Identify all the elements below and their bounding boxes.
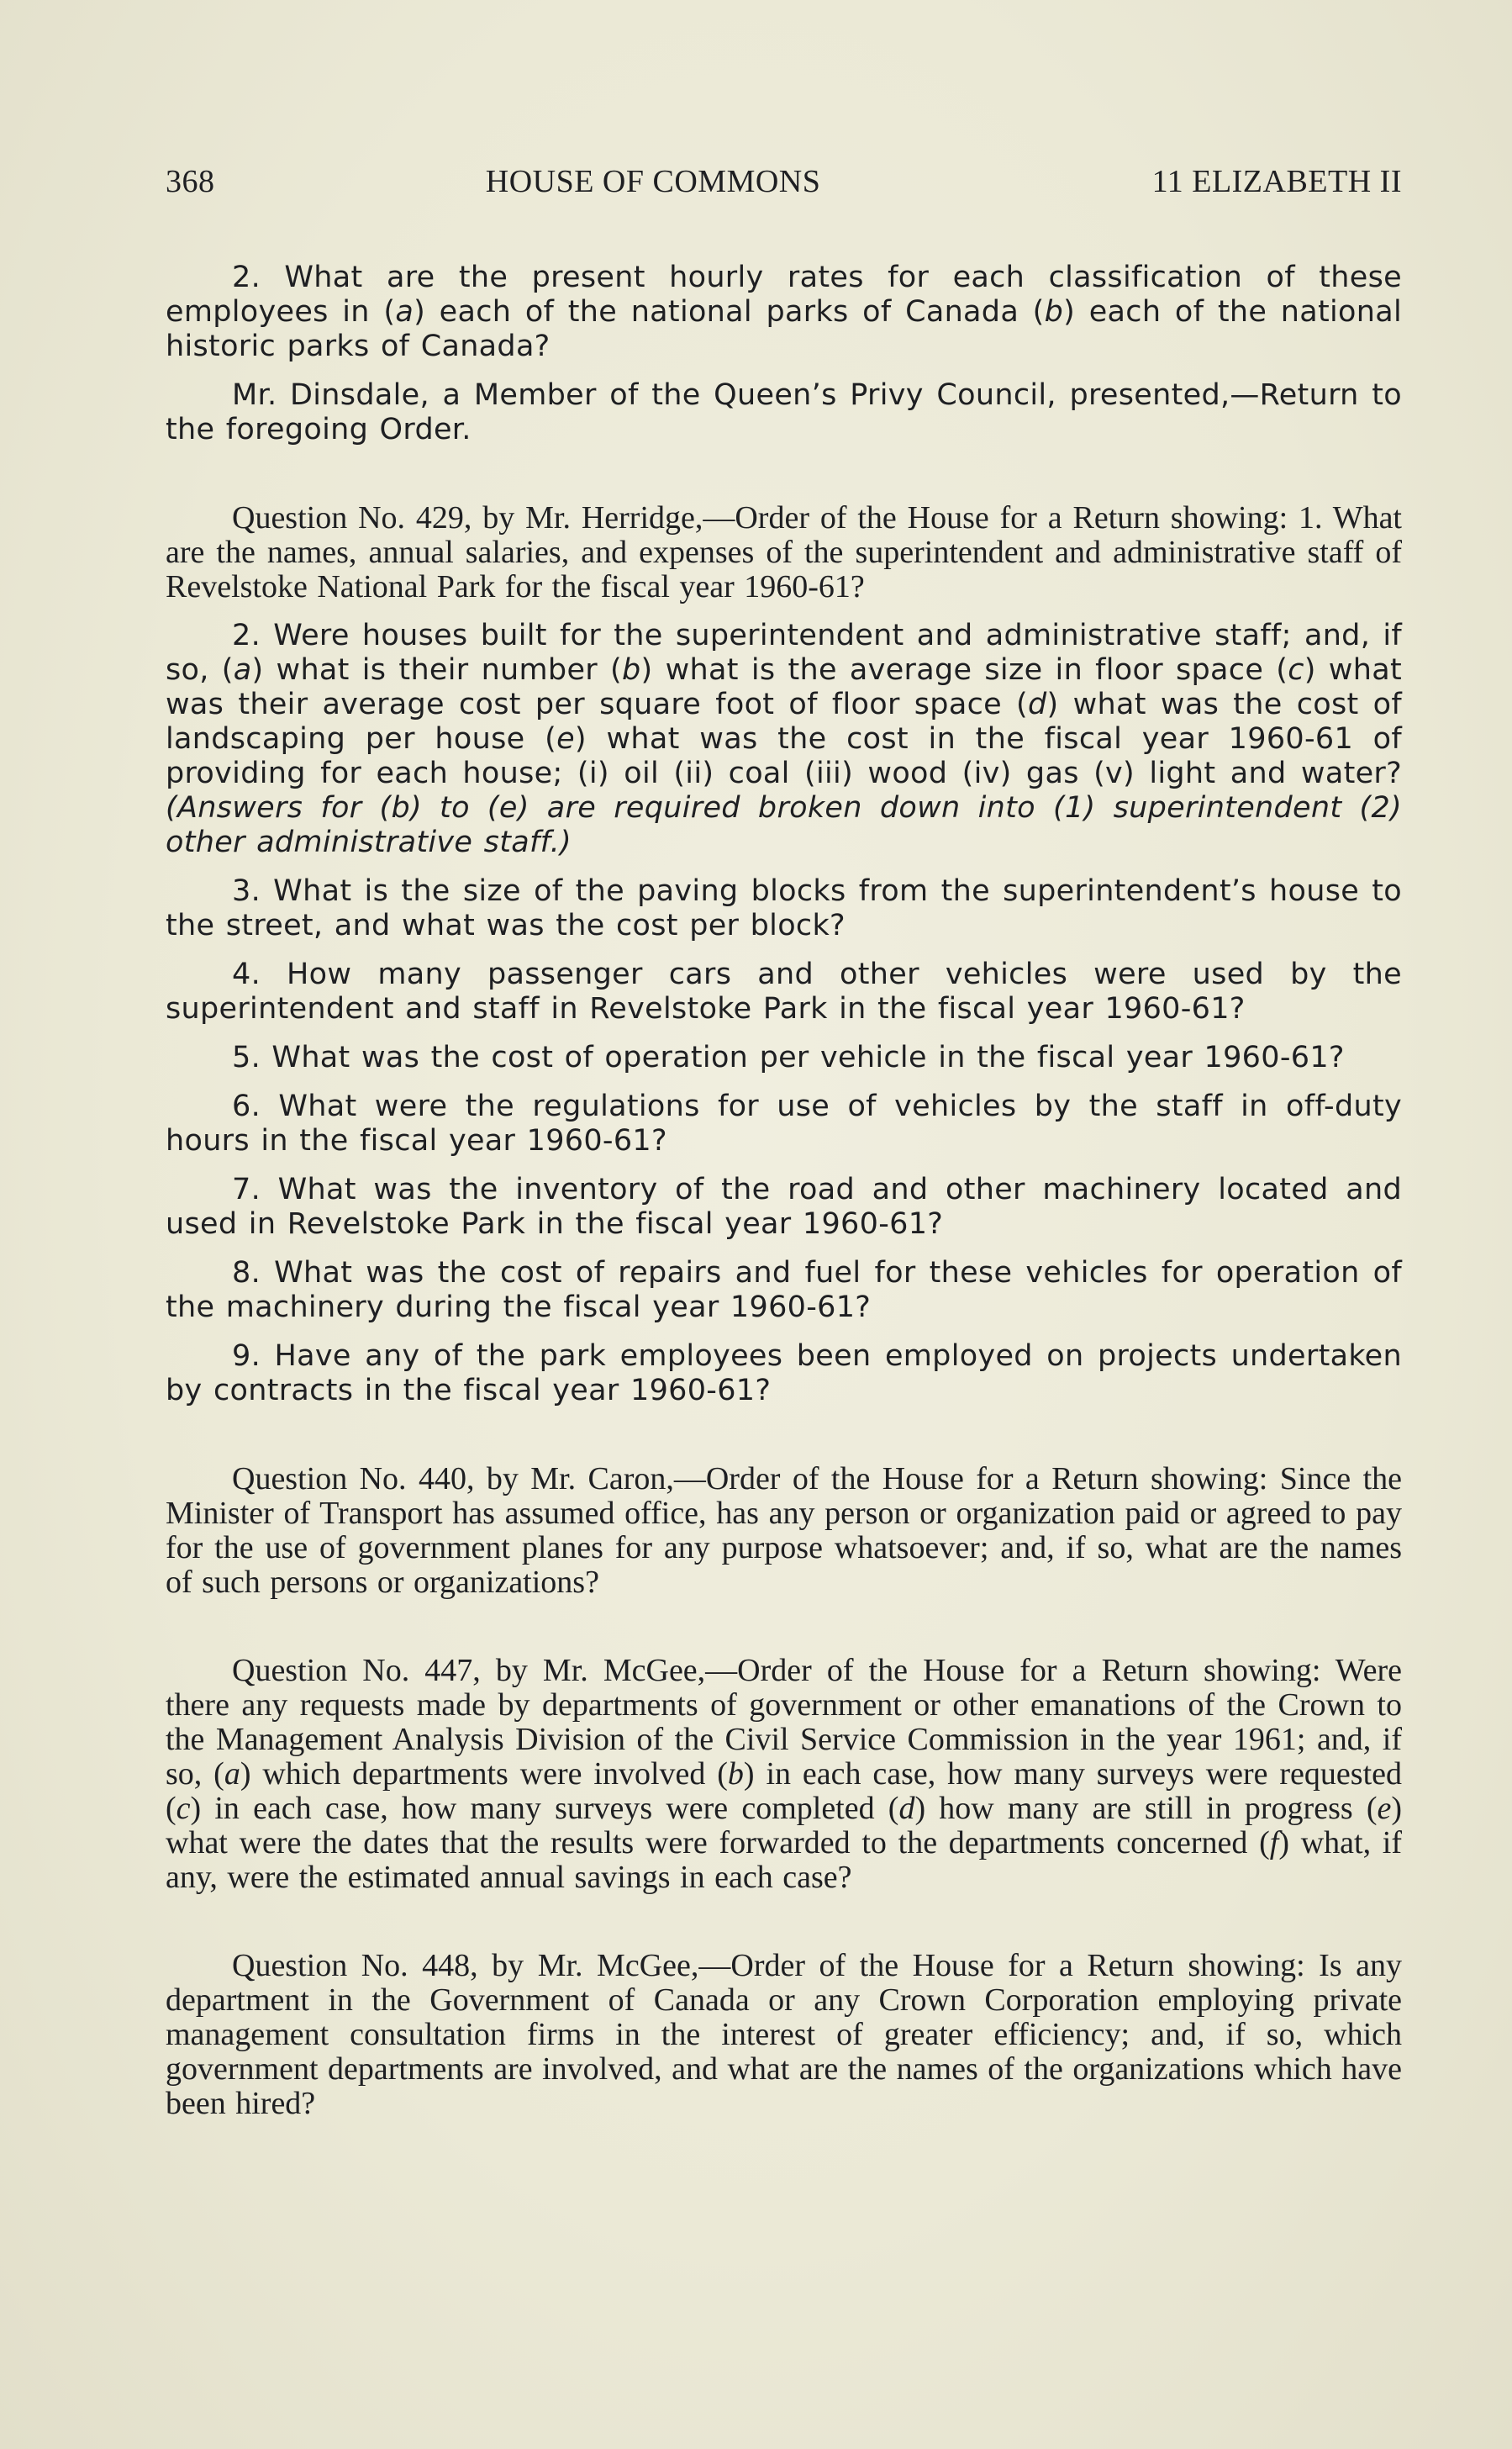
paragraph-rates-question: 2. What are the present hourly rates for each classification of these employees in (a) each of the national parks of Canada (b) each of the national historic parks of Canada?: [166, 261, 1403, 363]
question-429-part-8: 8. What was the cost of repairs and fuel for these vehicles for operation of the machinery during the fiscal year 1960-61?: [166, 1256, 1402, 1324]
question-447: Question No. 447, by Mr. McGee,—Order of the House for a Return showing: Were there any requests made by departments of government or other emanations of the Crown to the Management Analysis Division of the Civil Service Commission in the year 1961; and, if so, (a) which departments were involved (b) in each case, how many surveys were requested (c) in each case, how many surveys were completed (d) how many are still in progress (e) what were the dates that the results were forwarded to the departments concerned (f) what, if any, were the estimated annual savings in each case?: [166, 1653, 1403, 1895]
journal-page: [166, 165, 1402, 2121]
question-429-intro: Question No. 429, by Mr. Herridge,—Order of the House for a Return showing: 1. What are the names, annual salaries, and expenses of the superintendent and administrative staff of Revelstoke National Park for the fiscal year 1960-61?: [166, 500, 1402, 604]
running-head: [166, 165, 1402, 199]
question-448: Question No. 448, by Mr. McGee,—Order of the House for a Return showing: Is any department in the Government of Canada or any Crown Corporation employing private management consultation firms in the interest of greater efficiency; and, if so, which government departments are involved, and what are the names of the organizations which have been hired?: [166, 1948, 1402, 2121]
question-429-part-9: 9. Have any of the park employees been employed on projects undertaken by contracts in the fiscal year 1960-61?: [166, 1339, 1402, 1407]
page-number: 368: [166, 164, 215, 199]
question-429-part-7: 7. What was the inventory of the road and other machinery located and used in Revelstoke Park in the fiscal year 1960-61?: [166, 1173, 1402, 1241]
italic-note: (Answers for (b) to (e) are required broken down into (1) superintendent (2) other administrative staff.): [166, 791, 1402, 859]
paragraph-return-presented: Mr. Dinsdale, a Member of the Queen’s Privy Council, presented,—Return to the foregoing Order.: [166, 378, 1402, 446]
question-429-part-6: 6. What were the regulations for use of vehicles by the staff in off-duty hours in the fiscal year 1960-61?: [166, 1090, 1402, 1158]
journal-title: HOUSE OF COMMONS: [485, 164, 821, 199]
question-429-part-2: 2. Were houses built for the superintendent and administrative staff; and, if so, (a) what is their number (b) what is the average size in floor space (c) what was their average cost per square foot of floor space (d) what was the cost of landscaping per house (e) what was the cost in the fiscal year 1960-61 of providing for each house; (i) oil (ii) coal (iii) wood (iv) gas (v) light and water? (Answers for (b) to (e) are required broken down into (1) superintendent (2) other administrative staff.): [166, 619, 1402, 859]
question-429-part-5: 5. What was the cost of operation per vehicle in the fiscal year 1960-61?: [232, 1041, 1345, 1074]
question-429-part-4: 4. How many passenger cars and other vehicles were used by the superintendent and staff in Revelstoke Park in the fiscal year 1960-61?: [166, 958, 1402, 1026]
question-429-part-3: 3. What is the size of the paving blocks from the superintendent’s house to the street, and what was the cost per block?: [166, 874, 1402, 942]
regnal-year: 11 ELIZABETH II: [1151, 164, 1402, 199]
question-440: Question No. 440, by Mr. Caron,—Order of the House for a Return showing: Since the Minister of Transport has assumed office, has any person or organization paid or agreed to pay for the use of government planes for any purpose whatsoever; and, if so, what are the names of such persons or organizations?: [166, 1461, 1402, 1600]
